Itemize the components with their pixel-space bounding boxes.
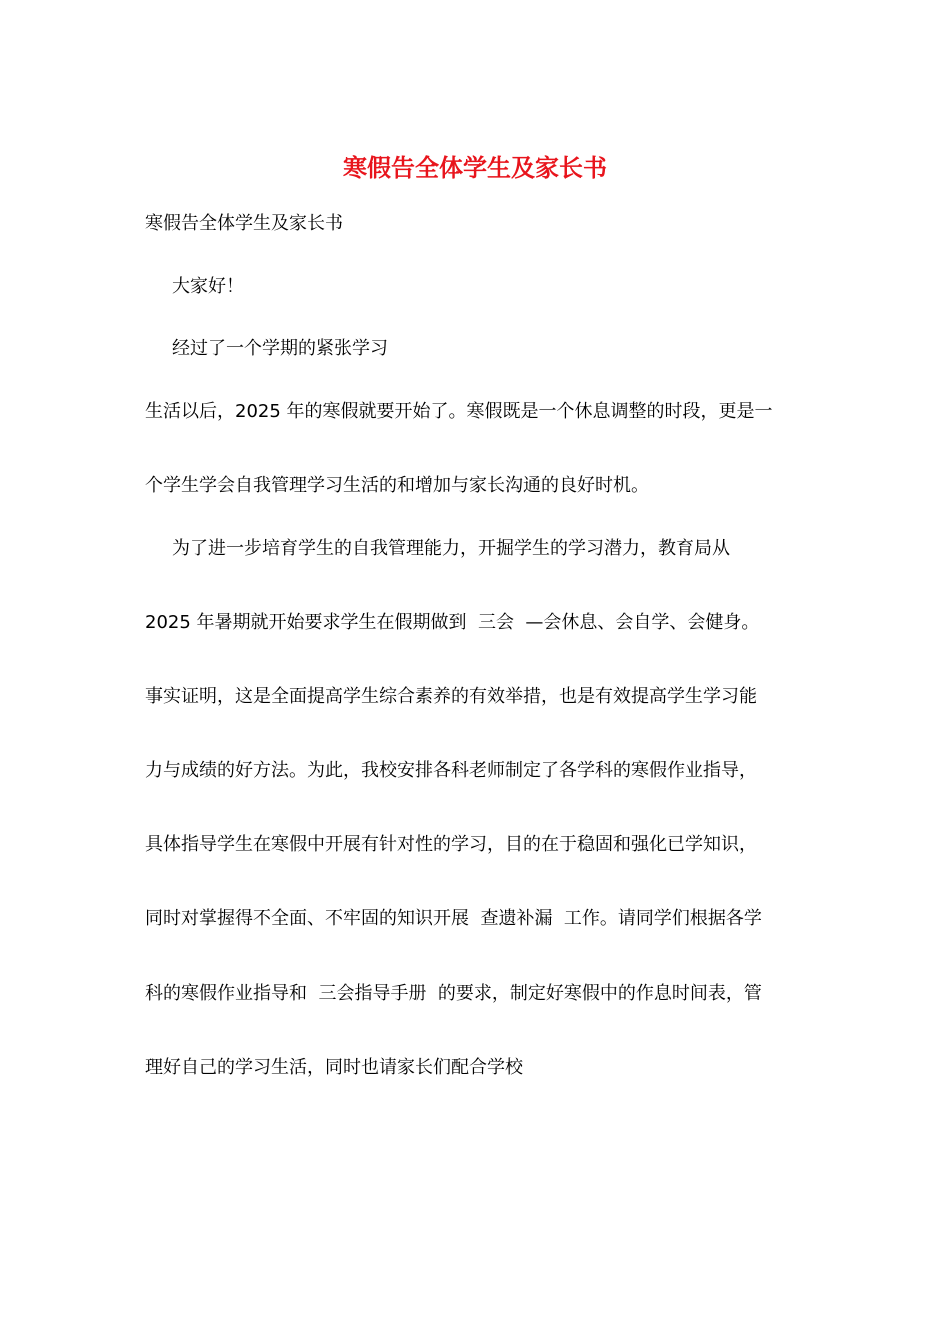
greeting-line: 大家好！ (172, 276, 244, 297)
body-line: 具体指导学生在寒假中开展有针对性的学习，目的在于稳固和强化已学知识， (145, 834, 757, 855)
body-line: 力与成绩的好方法。为此，我校安排各科老师制定了各学科的寒假作业指导， (145, 760, 757, 781)
body-line: 经过了一个学期的紧张学习 (172, 338, 388, 359)
document-subtitle: 寒假告全体学生及家长书 (145, 213, 343, 234)
body-line: 理好自己的学习生活，同时也请家长们配合学校 (145, 1057, 523, 1078)
body-line: 科的寒假作业指导和 三会指导手册 的要求，制定好寒假中的作息时间表，管 (145, 983, 762, 1004)
body-line: 为了进一步培育学生的自我管理能力，开掘学生的学习潜力，教育局从 (172, 538, 730, 559)
document-title: 寒假告全体学生及家长书 (343, 153, 607, 182)
body-line: 同时对掌握得不全面、不牢固的知识开展 查遗补漏 工作。请同学们根据各学 (145, 908, 762, 929)
body-line: 事实证明，这是全面提高学生综合素养的有效举措，也是有效提高学生学习能 (145, 686, 757, 707)
body-line: 个学生学会自我管理学习生活的和增加与家长沟通的良好时机。 (145, 475, 649, 496)
body-line: 2025 年暑期就开始要求学生在假期做到 三会 —会休息、会自学、会健身。 (145, 612, 760, 633)
body-line: 生活以后，2025 年的寒假就要开始了。寒假既是一个休息调整的时段，更是一 (145, 401, 773, 422)
